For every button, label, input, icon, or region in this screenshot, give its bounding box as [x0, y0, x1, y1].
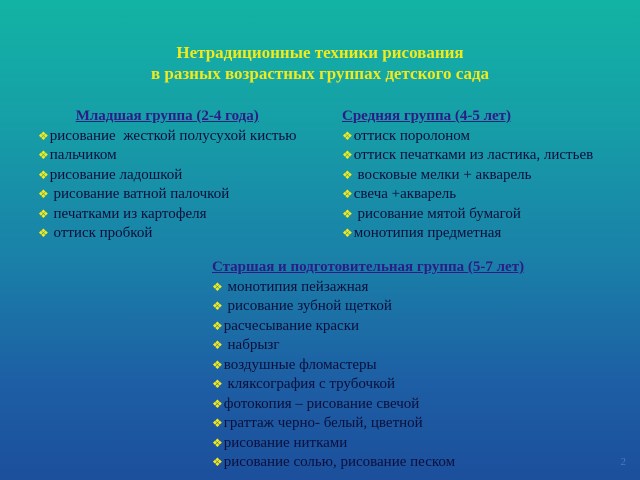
technique-list-older — [212, 278, 524, 473]
list-item — [342, 205, 593, 225]
list-item — [212, 356, 524, 376]
title-line-1: Нетрадиционные техники рисования — [176, 43, 464, 62]
diamond-bullet-icon: ❖ — [38, 148, 49, 162]
list-item-text: набрызг — [223, 337, 280, 353]
diamond-bullet-icon: ❖ — [38, 187, 49, 201]
list-item-text: рисование жесткой полусухой кистью — [49, 127, 297, 144]
diamond-bullet-icon: ❖ — [342, 206, 353, 221]
section-header-middle: Средняя группа (4-5 лет) — [342, 108, 512, 124]
diamond-bullet-icon: ❖ — [212, 318, 223, 333]
list-item — [342, 146, 593, 166]
list-item-text: монотипия предметная — [353, 225, 502, 241]
list-item-text: граттаж черно- белый, цветной — [223, 415, 423, 431]
diamond-bullet-icon: ❖ — [38, 167, 49, 182]
diamond-bullet-icon: ❖ — [342, 128, 353, 143]
diamond-bullet-icon: ❖ — [38, 206, 49, 221]
list-item — [212, 375, 524, 395]
list-item — [38, 146, 296, 166]
list-item-text: пальчиком — [49, 147, 117, 163]
list-item-text: рисование мятой бумагой — [353, 205, 521, 222]
list-item — [342, 185, 593, 205]
list-item — [38, 185, 296, 205]
diamond-bullet-icon: ❖ — [342, 167, 353, 182]
list-item-text: кляксография с трубочкой — [223, 376, 396, 392]
technique-list-middle — [342, 127, 593, 244]
diamond-bullet-icon: ❖ — [342, 226, 353, 240]
list-item — [212, 395, 524, 415]
list-item — [212, 317, 524, 337]
diamond-bullet-icon: ❖ — [342, 148, 353, 162]
page-number: 2 — [620, 456, 626, 468]
diamond-bullet-icon: ❖ — [38, 128, 49, 143]
section-header-older: Старшая и подготовительная группа (5-7 лет) — [212, 259, 525, 275]
list-item-text: оттиск поролоном — [353, 127, 470, 144]
diamond-bullet-icon: ❖ — [212, 455, 223, 469]
list-item-text: фотокопия – рисование свечой — [223, 395, 420, 412]
list-item-text: восковые мелки + акварель — [353, 166, 532, 183]
list-item-text: воздушные фломастеры — [223, 356, 377, 373]
list-item-text: свеча +акварель — [353, 186, 457, 202]
list-item-text: печатками из картофеля — [49, 205, 207, 222]
list-item — [212, 414, 524, 434]
list-item — [38, 224, 296, 244]
section-header-younger: Младшая группа (2-4 года) — [75, 108, 259, 124]
section-older-group — [212, 258, 524, 473]
list-item — [212, 278, 524, 298]
list-item — [212, 336, 524, 356]
diamond-bullet-icon: ❖ — [212, 396, 223, 411]
list-item — [342, 224, 593, 244]
list-item — [342, 127, 593, 147]
diamond-bullet-icon: ❖ — [212, 435, 223, 450]
list-item-text: рисование зубной щеткой — [223, 298, 392, 314]
list-item-text: рисование солью, рисование песком — [223, 454, 456, 470]
section-middle-group — [342, 107, 593, 244]
diamond-bullet-icon: ❖ — [342, 187, 353, 201]
list-item-text: рисование нитками — [223, 434, 348, 451]
list-item — [342, 166, 593, 186]
list-item-text: рисование ватной палочкой — [49, 186, 230, 202]
list-item-text: оттиск печатками из ластика, листьев — [353, 147, 594, 163]
diamond-bullet-icon: ❖ — [212, 416, 223, 430]
diamond-bullet-icon: ❖ — [212, 377, 223, 391]
slide-title — [0, 42, 640, 84]
diamond-bullet-icon: ❖ — [212, 299, 223, 313]
list-item — [212, 453, 524, 473]
title-line-2: в разных возрастных группах детского сада — [150, 64, 490, 83]
list-item — [212, 434, 524, 454]
list-item-text: расчесывание краски — [223, 317, 360, 334]
diamond-bullet-icon: ❖ — [212, 279, 223, 294]
diamond-bullet-icon: ❖ — [212, 338, 223, 352]
list-item — [38, 127, 296, 147]
technique-list-younger — [38, 127, 296, 244]
list-item — [38, 205, 296, 225]
list-item-text: монотипия пейзажная — [223, 278, 369, 295]
diamond-bullet-icon: ❖ — [212, 357, 223, 372]
section-younger-group — [38, 107, 296, 244]
diamond-bullet-icon: ❖ — [38, 226, 49, 240]
list-item-text: оттиск пробкой — [49, 225, 153, 241]
list-item — [38, 166, 296, 186]
list-item-text: рисование ладошкой — [49, 166, 183, 183]
list-item — [212, 297, 524, 317]
